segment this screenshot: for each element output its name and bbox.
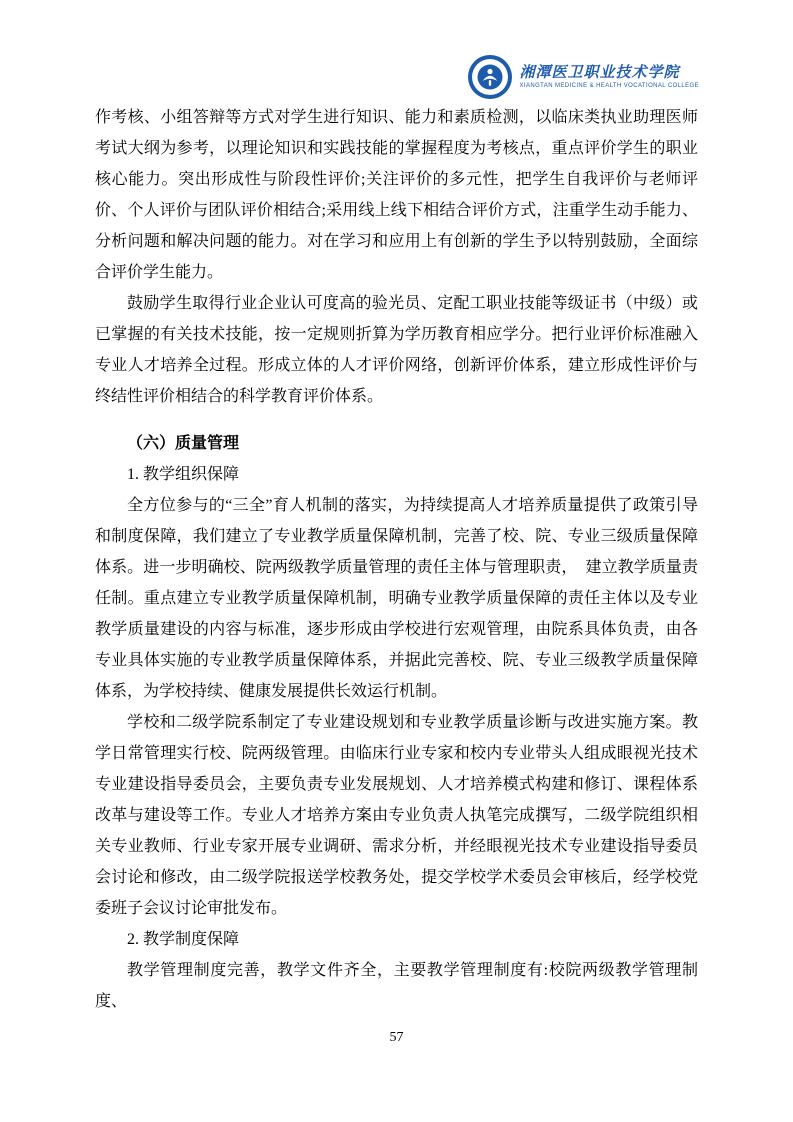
section-heading-quality-management: （六）质量管理 — [127, 435, 240, 452]
page-number: 57 — [389, 1030, 404, 1045]
college-name-chinese: 湘潭医卫职业技术学院 — [519, 65, 680, 81]
college-logo-group — [467, 54, 699, 100]
college-name-english: XIANGTAN MEDICINE & HEALTH VOCATIONAL COLLEGE — [519, 83, 699, 89]
document-body — [0, 102, 793, 1017]
subheading-teaching-system: 2. 教学制度保障 — [127, 931, 240, 948]
paragraph-continued: 作考核、小组答辩等方式对学生进行知识、能力和素质检测，以临床类执业助理医师考试大纲为参考，以理论知识和实践技能的掌握程度为考核点，重点评价学生的职业核心能力。突出形成性与阶段性评价;关注评价的多元性，把学生自我评价与老师评价、个人评价与团队评价相结合;采用线上线下相结合评价方式，注重学生动手能力、分析问题和解决问题的能力。对在学习和应用上有创新的学生予以特别鼓励，全面综合评价学生能力。 — [95, 109, 698, 281]
document-footer — [0, 1028, 793, 1046]
paragraph: 鼓励学生取得行业企业认可度高的验光员、定配工职业技能等级证书（中级）或已掌握的有关技术技能，按一定规则折算为学历教育相应学分。把行业评价标准融入专业人才培养全过程。形成立体的人才评价网络，创新评价体系，建立形成性评价与终结性评价相结合的科学教育评价体系。 — [95, 295, 698, 405]
paragraph: 全方位参与的“三全”育人机制的落实，为持续提高人才培养质量提供了政策引导和制度保障，我们建立了专业教学质量保障机制，完善了校、院、专业三级质量保障体系。进一步明确校、院两级教学质量管理的责任主体与管理职责， 建立教学质量责任制。重点建立专业教学质量保障机制，明确专业教学质量保障的责任主体以及专业教学质量建设的内容与标准，逐步形成由学校进行宏观管理，由院系具体负责，由各专业具体实施的专业教学质量保障体系，并据此完善校、院、专业三级教学质量保障体系，为学校持续、健康发展提供长效运行机制。 — [95, 497, 698, 700]
document-header — [0, 0, 793, 102]
paragraph: 教学管理制度完善，教学文件齐全，主要教学管理制度有:校院两级教学管理制度、 — [95, 962, 698, 1010]
paragraph: 学校和二级学院系制定了专业建设规划和专业教学质量诊断与改进实施方案。教学日常管理实行校、院两级管理。由临床行业专家和校内专业带头人组成眼视光技术专业建设指导委员会，主要负责专业发展规划、人才培养模式构建和修订、课程体系改革与建设等工作。专业人才培养方案由专业负责人执笔完成撰写，二级学院组织相关专业教师、行业专家开展专业调研、需求分析，并经眼视光技术专业建设指导委员会讨论和修改，由二级学院报送学校教务处，提交学校学术委员会审核后，经学校党委班子会议讨论审批发布。 — [95, 714, 698, 917]
college-name-block — [520, 64, 699, 90]
college-emblem-icon — [467, 54, 513, 100]
subheading-teaching-organization: 1. 教学组织保障 — [127, 466, 240, 483]
